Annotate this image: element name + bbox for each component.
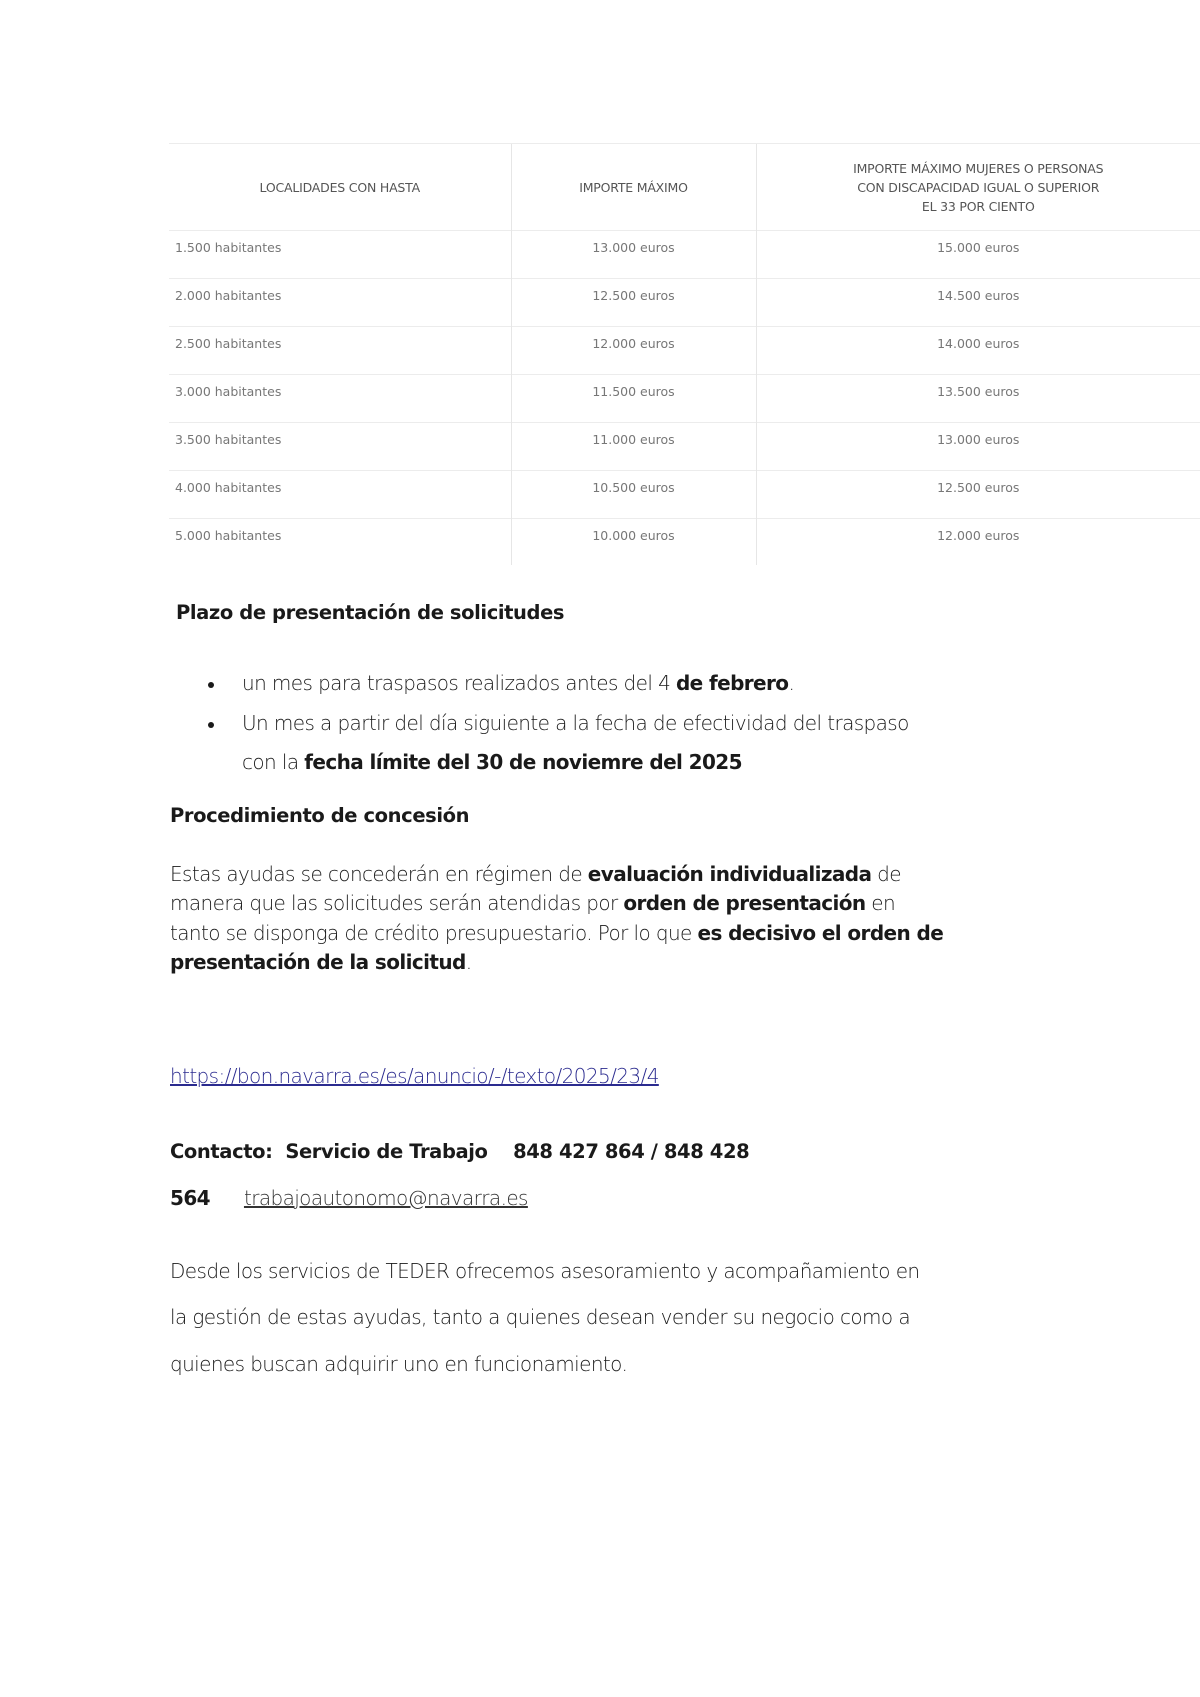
table-row <box>169 375 1200 423</box>
bon-link-line <box>170 1064 659 1088</box>
cell-importe: 11.000 euros <box>511 423 756 471</box>
cell-importe-mujeres: 13.000 euros <box>756 423 1200 471</box>
table-row <box>169 471 1200 519</box>
procedimiento-line-2 <box>170 891 895 915</box>
bullet2-pre: con la <box>242 750 305 774</box>
cell-importe-mujeres: 15.000 euros <box>756 231 1200 279</box>
cell-localidad: 2.500 habitantes <box>169 327 511 375</box>
cell-localidad: 3.500 habitantes <box>169 423 511 471</box>
proc-l2-bold: orden de presentación <box>623 891 866 915</box>
procedimiento-line-4 <box>170 950 471 974</box>
bullet2-bold: fecha límite del 30 de noviemre del 2025 <box>304 750 742 774</box>
proc-l2-text: manera que las solicitudes serán atendidas por <box>170 891 624 915</box>
procedimiento-line-1 <box>170 862 901 886</box>
cell-localidad: 1.500 habitantes <box>169 231 511 279</box>
cell-importe: 10.000 euros <box>511 519 756 565</box>
cell-importe-mujeres: 14.500 euros <box>756 279 1200 327</box>
cell-importe-mujeres: 12.000 euros <box>756 519 1200 565</box>
table-row <box>169 279 1200 327</box>
cell-importe: 12.500 euros <box>511 279 756 327</box>
bullet1-bold: de febrero <box>675 671 789 695</box>
table-row <box>169 519 1200 565</box>
table-row <box>169 231 1200 279</box>
cell-localidad: 5.000 habitantes <box>169 519 511 565</box>
cell-importe-mujeres: 12.500 euros <box>756 471 1200 519</box>
cell-importe-mujeres: 13.500 euros <box>756 375 1200 423</box>
cell-localidad: 3.000 habitantes <box>169 375 511 423</box>
table-header-row <box>169 144 1200 231</box>
contacto-line-1: Contacto: Servicio de Trabajo 848 427 864 / 848 428 <box>170 1140 750 1163</box>
plazo-heading: Plazo de presentación de solicitudes <box>176 601 565 624</box>
ayudas-amount-table <box>169 143 1200 565</box>
cell-importe: 11.500 euros <box>511 375 756 423</box>
header-localidades: LOCALIDADES CON HASTA <box>169 144 511 231</box>
bullet-icon <box>208 682 214 688</box>
proc-l3-text: tanto se disponga de crédito presupuestario. Por lo que <box>170 921 698 945</box>
bullet1-text: un mes para traspasos realizados antes del 4 <box>242 671 676 695</box>
bullet1-post: . <box>788 671 795 695</box>
teder-line-2: la gestión de estas ayudas, tanto a quienes desean vender su negocio como a <box>170 1305 910 1329</box>
header-importe-maximo: IMPORTE MÁXIMO <box>511 144 756 231</box>
proc-l1-post: de <box>871 862 901 886</box>
proc-l1-text: Estas ayudas se concederán en régimen de <box>170 862 588 886</box>
plazo-bullet-1 <box>242 671 794 695</box>
teder-line-1: Desde los servicios de TEDER ofrecemos asesoramiento y acompañamiento en <box>170 1259 920 1283</box>
plazo-bullet-2-line1: Un mes a partir del día siguiente a la fecha de efectividad del traspaso <box>242 711 909 735</box>
table-row <box>169 423 1200 471</box>
header3-line1: IMPORTE MÁXIMO MUJERES O PERSONAS <box>853 160 1104 176</box>
plazo-bullet-2-line2 <box>242 750 742 774</box>
header3-line3: EL 33 POR CIENTO <box>921 198 1035 214</box>
header-importe-mujeres-discapacidad <box>756 144 1200 231</box>
cell-importe: 12.000 euros <box>511 327 756 375</box>
proc-l3-bold: es decisivo el orden de <box>697 921 944 945</box>
email-link[interactable]: trabajoautonomo@navarra.es <box>243 1186 528 1210</box>
proc-l2-post: en <box>865 891 896 915</box>
proc-l4-post: . <box>465 950 472 974</box>
teder-line-3: quienes buscan adquirir uno en funcionamiento. <box>170 1352 628 1376</box>
proc-l4-bold: presentación de la solicitud <box>170 950 466 974</box>
cell-localidad: 4.000 habitantes <box>169 471 511 519</box>
bon-navarra-link[interactable]: https://bon.navarra.es/es/anuncio/-/texto/2025/23/4 <box>170 1064 659 1088</box>
proc-l1-bold: evaluación individualizada <box>587 862 872 886</box>
procedimiento-heading: Procedimiento de concesión <box>170 804 470 827</box>
table-row <box>169 327 1200 375</box>
bullet-icon <box>208 722 214 728</box>
cell-importe: 13.000 euros <box>511 231 756 279</box>
cell-importe-mujeres: 14.000 euros <box>756 327 1200 375</box>
phone-suffix: 564 <box>170 1186 210 1210</box>
procedimiento-line-3 <box>170 921 943 945</box>
header3-line2: CON DISCAPACIDAD IGUAL O SUPERIOR <box>857 179 1100 195</box>
cell-importe: 10.500 euros <box>511 471 756 519</box>
cell-localidad: 2.000 habitantes <box>169 279 511 327</box>
contacto-line-2 <box>170 1186 528 1210</box>
